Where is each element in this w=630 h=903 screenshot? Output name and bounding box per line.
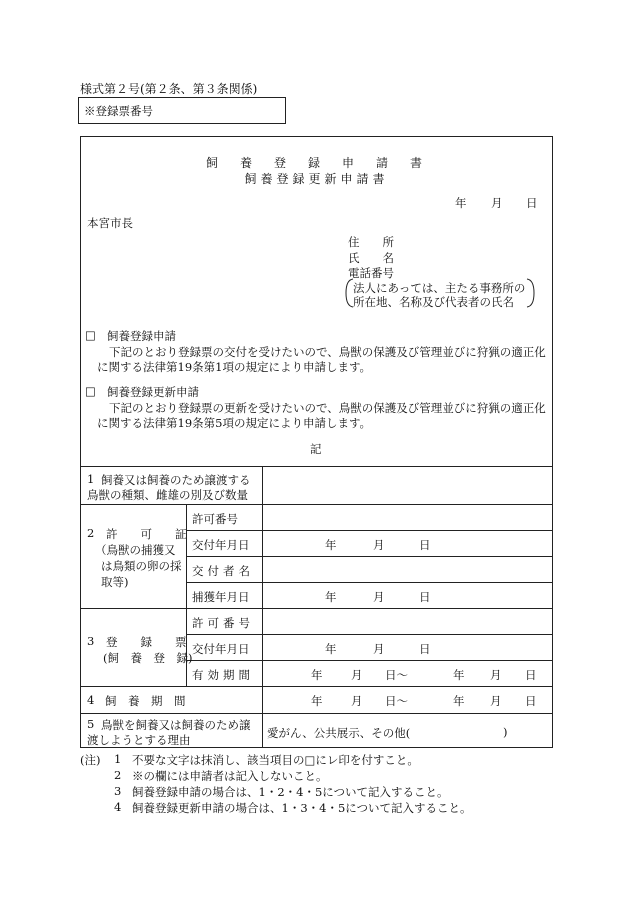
date-year: 年 (455, 196, 467, 210)
section-application-heading: 飼養登録申請 (107, 329, 176, 343)
row5-num: 5 (87, 717, 95, 731)
row3-issue-year: 年 (325, 642, 337, 656)
row4-from-month: 月 (351, 694, 363, 708)
row3-field-permit-no: 許可番号 (192, 616, 254, 630)
row3a-rule (186, 634, 552, 635)
applicant-name-label: 氏 名 (348, 251, 394, 265)
checkbox-application[interactable]: □ (85, 328, 96, 342)
section-renewal-body-2: に関する法律第19条第5項の規定により申請します。 (97, 416, 372, 430)
row2-rule (81, 608, 552, 609)
applicant-phone-label: 電話番号 (348, 266, 394, 280)
corp-note-line2: 所在地、名称及び代表者の氏名 (353, 295, 514, 309)
row4-label: 飼 養 期 間 (105, 694, 186, 708)
row2-issue-day: 日 (419, 538, 431, 552)
checkbox-renewal[interactable]: □ (85, 384, 96, 398)
row5-close-paren: ) (503, 725, 508, 739)
form-number: 様式第２号(第２条、第３条関係) (80, 82, 258, 96)
note-2-num: 2 (114, 768, 122, 782)
application-form (80, 136, 553, 748)
row2-num: 2 (87, 526, 95, 540)
date-day: 日 (526, 196, 538, 210)
note-2-text: ※の欄には申請者は記入しないこと。 (132, 769, 328, 783)
section-application-body-1: 下記のとおり登録票の交付を受けたいので、鳥獣の保護及び管理並びに狩猟の適正化 (109, 345, 546, 359)
row2-sub-1: （鳥獣の捕獲又 (95, 543, 176, 557)
row3-valid-from-year: 年 (311, 668, 323, 682)
row4-from-year: 年 (311, 694, 323, 708)
row2-sub-3: 取等) (101, 575, 129, 589)
row4-to-day: 日 (525, 694, 537, 708)
row3-valid-from-day: 日〜 (385, 668, 408, 682)
row5-reason-value[interactable]: 愛がん、公共展示、その他( (267, 726, 411, 740)
row4-num: 4 (87, 693, 95, 707)
row3-rule (81, 686, 552, 687)
row3-valid-to-month: 月 (490, 668, 502, 682)
row2-capture-year: 年 (325, 590, 337, 604)
row1-label-1: 飼養又は飼養のため譲渡する (101, 473, 251, 487)
row1-label-2: 鳥獣の種類、雌雄の別及び数量 (87, 488, 248, 502)
title-application: 飼 養 登 録 申 請 書 (205, 156, 427, 170)
corp-note-line1: 法人にあっては、主たる事務所の (353, 281, 526, 295)
row2-issue-year: 年 (325, 538, 337, 552)
notes-prefix: (注) (80, 753, 101, 767)
registration-number-label: ※登録票番号 (84, 104, 153, 118)
row2-field-permit-no: 許可番号 (192, 512, 238, 526)
row3-title: 登 録 票 (106, 635, 187, 649)
addressee: 本宮市長 (87, 216, 133, 230)
section-renewal-heading: 飼養登録更新申請 (107, 385, 199, 399)
note-3-num: 3 (114, 784, 122, 798)
row1-rule (81, 504, 552, 505)
row2-title: 許 可 証 (106, 527, 187, 541)
row2-sub-2: は鳥類の卵の採 (101, 559, 182, 573)
note-1-text: 不要な文字は抹消し、該当項目の□にレ印を付すこと。 (132, 753, 419, 767)
row2-issue-month: 月 (373, 538, 385, 552)
row5-label-2: 渡しようとする理由 (87, 733, 191, 747)
row3-issue-day: 日 (419, 642, 431, 656)
registration-number-box[interactable] (78, 97, 286, 124)
row3-field-validity: 有効期間 (192, 668, 254, 682)
row2-field-capture-date: 捕獲年月日 (192, 590, 250, 604)
applicant-address-label: 住 所 (348, 235, 394, 249)
row3-valid-to-day: 日 (525, 668, 537, 682)
row2-field-issue-date: 交付年月日 (192, 538, 250, 552)
row4-to-month: 月 (490, 694, 502, 708)
note-3-text: 飼養登録申請の場合は、1・2・4・5について記入すること。 (132, 785, 449, 799)
row1-num: 1 (87, 472, 95, 486)
section-application-body-2: に関する法律第19条第1項の規定により申請します。 (97, 360, 372, 374)
row3-valid-from-month: 月 (351, 668, 363, 682)
row2-capture-month: 月 (373, 590, 385, 604)
row3-sub-1: (飼 養 登 録) (103, 651, 193, 665)
row3-field-issue-date: 交付年月日 (192, 642, 250, 656)
row5-label-1: 鳥獣を飼養又は飼養のため譲 (101, 718, 251, 732)
section-renewal-body-1: 下記のとおり登録票の更新を受けたいので、鳥獣の保護及び管理並びに狩猟の適正化 (109, 401, 546, 415)
date-month: 月 (491, 196, 503, 210)
row2c-rule (186, 582, 552, 583)
row4-from-day: 日〜 (385, 694, 408, 708)
row4-rule (81, 713, 552, 714)
row2b-rule (186, 556, 552, 557)
table-col-divider (262, 466, 263, 747)
row2a-rule (186, 530, 552, 531)
note-4-num: 4 (114, 800, 122, 814)
row3-issue-month: 月 (373, 642, 385, 656)
note-4-text: 飼養登録更新申請の場合は、1・3・4・5について記入すること。 (132, 801, 472, 815)
row3-num: 3 (87, 634, 95, 648)
row4-to-year: 年 (453, 694, 465, 708)
title-renewal: 飼養登録更新申請書 (244, 172, 389, 186)
row2-capture-day: 日 (419, 590, 431, 604)
ki-label: 記 (310, 442, 322, 456)
row3b-rule (186, 660, 552, 661)
row3-valid-to-year: 年 (453, 668, 465, 682)
row2-field-issuer: 交付者名 (192, 564, 254, 578)
row1-value-field[interactable] (263, 467, 551, 503)
note-1-num: 1 (114, 752, 122, 766)
right-bracket (525, 278, 537, 308)
